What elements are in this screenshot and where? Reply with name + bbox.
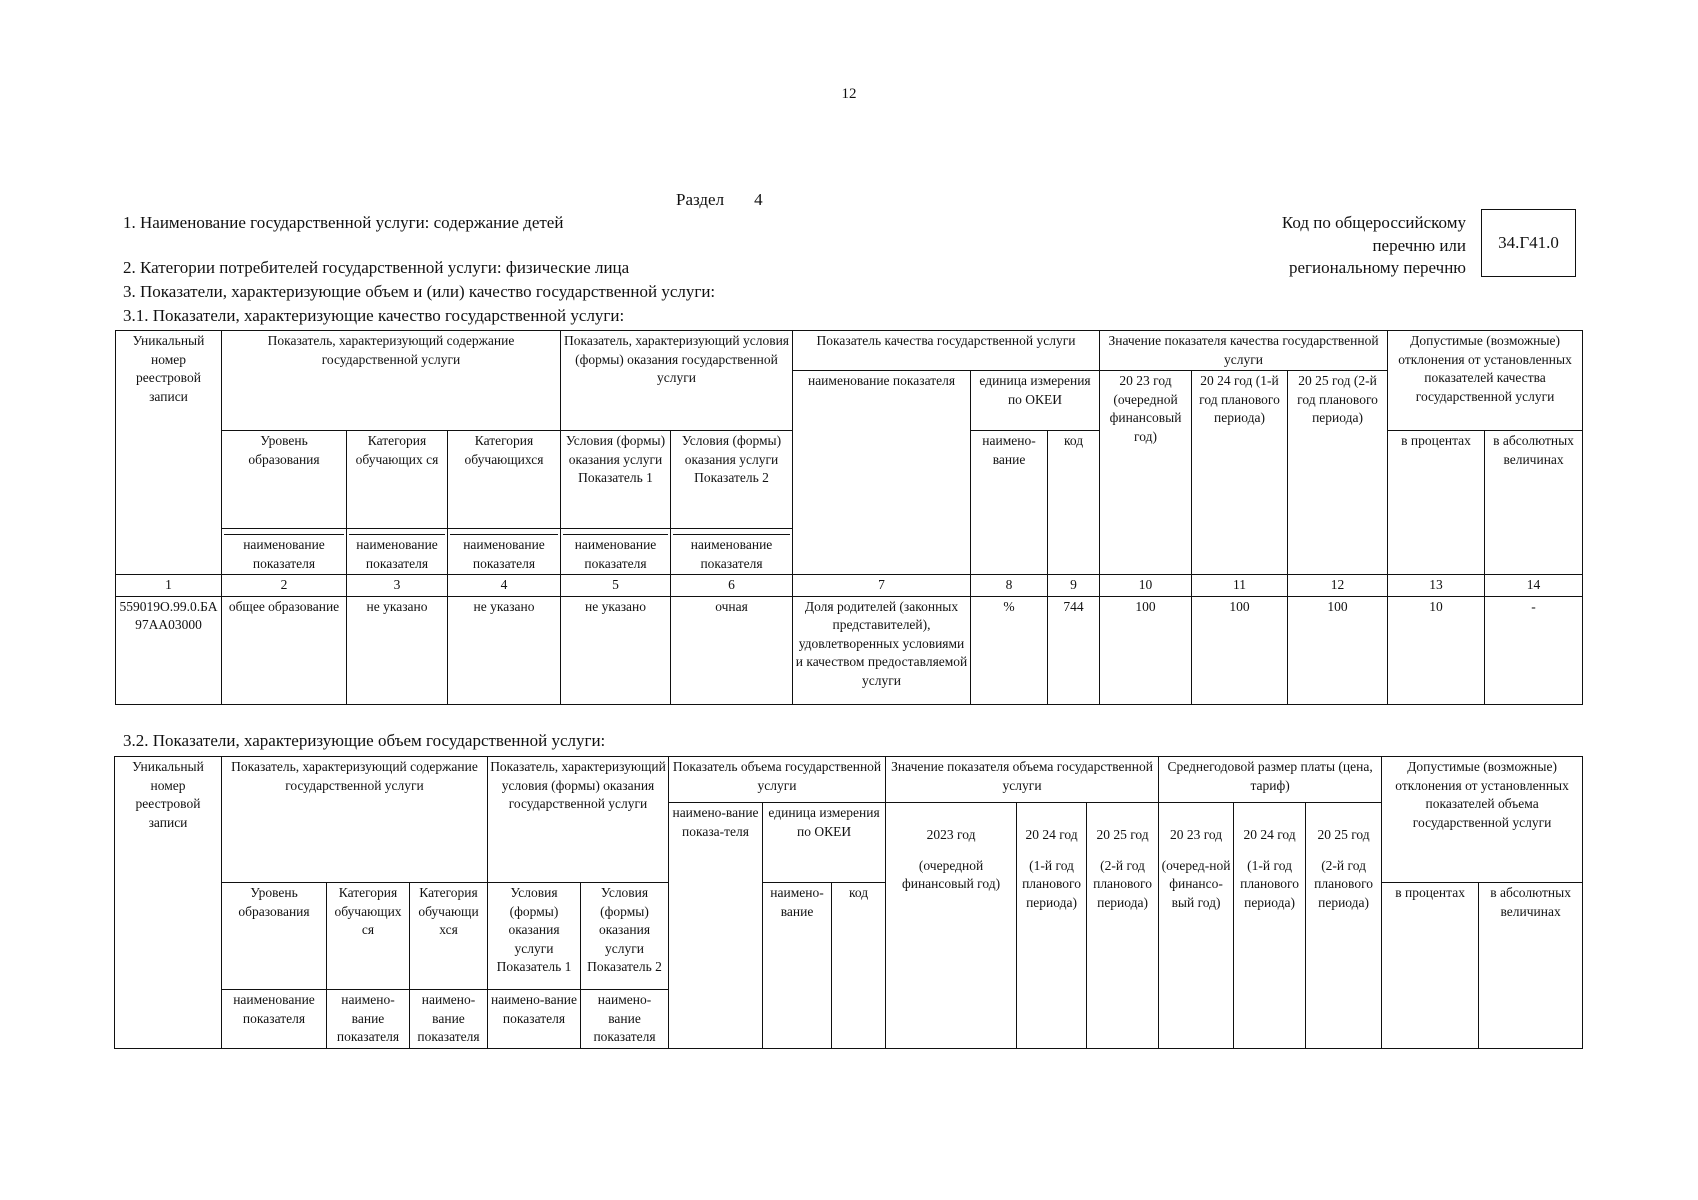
t2-h-conditions: Показатель, характеризующий условия (формы) оказания государственной услуги	[488, 757, 669, 883]
t1-h-cond1: Условия (формы) оказания услуги Показатель 1	[561, 431, 671, 529]
t2-h-y2-top: 20 24 год	[1025, 827, 1078, 842]
t2-h-unit: единица измерения по ОКЕИ	[763, 803, 886, 883]
t1-num-4: 4	[448, 575, 561, 597]
t1-cell-v2: 100	[1192, 596, 1288, 704]
t2-h-p2-top: 20 24 год	[1243, 827, 1296, 842]
t2-h-unit-name: наимено-вание	[763, 883, 832, 1049]
t2-h-y1-top: 2023 год	[926, 827, 976, 842]
indicators-line: 3. Показатели, характеризующие объем и (или) качество государственной услуги:	[123, 282, 716, 301]
t2-h-y3	[1087, 803, 1159, 1049]
t1-h-y2: 20 24 год (1-й год планового периода)	[1192, 371, 1288, 575]
section-number: 4	[754, 190, 763, 209]
t1-h-conditions: Показатель, характеризующий условия (формы) оказания государственной услуги	[561, 331, 793, 431]
t2-h-content: Показатель, характеризующий содержание государственной услуги	[222, 757, 488, 883]
t1-num-7: 7	[793, 575, 971, 597]
t2-h-p2-bottom: (1-й год планового периода)	[1240, 857, 1300, 910]
t1-num-3: 3	[347, 575, 448, 597]
t2-h-n5: наимено-вание показателя	[581, 990, 669, 1049]
t2-h-cond2: Условия (формы) оказания услуги Показатель 2	[581, 883, 669, 990]
quality-table	[115, 330, 1583, 705]
t1-cell-v3: 100	[1288, 596, 1388, 704]
t1-h-naimen-1-text: наименование показателя	[224, 534, 344, 573]
t1-h-naimen-2	[347, 529, 448, 575]
t1-number-row	[116, 575, 1583, 597]
t1-h-quality: Показатель качества государственной услуги	[793, 331, 1100, 371]
t2-h-unique: Уникальный номер реестровой записи	[115, 757, 222, 1049]
t1-h-naimen-4-text: наименование показателя	[563, 534, 668, 573]
t2-h-price: Среднегодовой размер платы (цена, тариф)	[1159, 757, 1382, 803]
t1-h-ind-name: наименование показателя	[793, 371, 971, 575]
t1-num-9: 9	[1048, 575, 1100, 597]
t1-num-14: 14	[1485, 575, 1583, 597]
t1-num-5: 5	[561, 575, 671, 597]
t2-h-ind-name: наимено-вание показа-теля	[669, 803, 763, 1049]
t1-h-naimen-5-text: наименование показателя	[673, 534, 790, 573]
t1-cell-abs: -	[1485, 596, 1583, 704]
t2-h-p3-bottom: (2-й год планового периода)	[1314, 857, 1374, 910]
t1-h-unit-code: код	[1048, 431, 1100, 575]
t1-cell-level: общее образование	[222, 596, 347, 704]
t2-h-y2	[1017, 803, 1087, 1049]
t2-h-p3	[1306, 803, 1382, 1049]
t1-h-y3: 20 25 год (2-й год планового периода)	[1288, 371, 1388, 575]
t1-num-13: 13	[1388, 575, 1485, 597]
t1-num-11: 11	[1192, 575, 1288, 597]
t1-h-unit: единица измерения по ОКЕИ	[971, 371, 1100, 431]
t1-h-abs: в абсолютных величинах	[1485, 431, 1583, 575]
t2-h-p1-bottom: (очеред-ной финансо-вый год)	[1161, 857, 1231, 910]
t1-cell-pct: 10	[1388, 596, 1485, 704]
t2-h-pct: в процентах	[1382, 883, 1479, 1049]
t2-h-n4: наимено-вание показателя	[488, 990, 581, 1049]
t1-num-8: 8	[971, 575, 1048, 597]
t2-h-volume: Показатель объема государственной услуги	[669, 757, 886, 803]
volume-table	[114, 756, 1583, 1049]
t1-cell-code: 744	[1048, 596, 1100, 704]
t2-h-cat1: Категория обучающих ся	[327, 883, 410, 990]
t1-h-naimen-2-text: наименование показателя	[349, 534, 445, 573]
t2-h-unit-code: код	[832, 883, 886, 1049]
t1-cell-id: 559019О.99.0.БА97АА03000	[116, 596, 222, 704]
t1-h-naimen-1	[222, 529, 347, 575]
section-heading	[676, 190, 763, 210]
t2-h-cat2: Категория обучающи хся	[410, 883, 488, 990]
t2-h-n3: наимено-вание показателя	[410, 990, 488, 1049]
t2-h-n1: наименование показателя	[222, 990, 327, 1049]
t2-h-level: Уровень образования	[222, 883, 327, 990]
t1-cell-cond1: не указано	[561, 596, 671, 704]
t2-h-y2-bottom: (1-й год планового периода)	[1022, 857, 1081, 910]
quality-indicators-line: 3.1. Показатели, характеризующие качество государственной услуги:	[123, 306, 625, 325]
t1-num-1: 1	[116, 575, 222, 597]
t2-h-n2: наимено-вание показателя	[327, 990, 410, 1049]
t1-h-naimen-4	[561, 529, 671, 575]
t1-num-6: 6	[671, 575, 793, 597]
t1-cell-unit: %	[971, 596, 1048, 704]
t1-cell-v1: 100	[1100, 596, 1192, 704]
t1-num-12: 12	[1288, 575, 1388, 597]
t1-h-naimen-3	[448, 529, 561, 575]
code-box: 34.Г41.0	[1481, 209, 1576, 277]
t1-h-dev: Допустимые (возможные) отклонения от установленных показателей качества государственной услуги	[1388, 331, 1583, 431]
t1-h-value: Значение показателя качества государственной услуги	[1100, 331, 1388, 371]
t2-h-p1	[1159, 803, 1234, 1049]
service-name-line: 1. Наименование государственной услуги: содержание детей	[123, 213, 564, 232]
t1-h-unit-name: наимено-вание	[971, 431, 1048, 575]
section-label: Раздел	[676, 190, 725, 209]
t2-h-cond1: Условия (формы) оказания услуги Показатель 1	[488, 883, 581, 990]
t1-h-level: Уровень образования	[222, 431, 347, 529]
t2-h-value: Значение показателя объема государственной услуги	[886, 757, 1159, 803]
t1-h-cond2: Условия (формы) оказания услуги Показатель 2	[671, 431, 793, 529]
t2-h-p2	[1234, 803, 1306, 1049]
page-number: 12	[841, 86, 857, 102]
t2-h-p1-top: 20 23 год	[1169, 827, 1223, 842]
t1-h-cat2: Категория обучающихся	[448, 431, 561, 529]
t1-h-cat1: Категория обучающих ся	[347, 431, 448, 529]
code-label-1: Код по общероссийскому	[1281, 213, 1466, 232]
t2-h-y1-bottom: (очередной финансовый год)	[901, 857, 1001, 891]
t1-h-content: Показатель, характеризующий содержание государственной услуги	[222, 331, 561, 431]
volume-indicators-line: 3.2. Показатели, характеризующие объем государственной услуги:	[123, 731, 606, 750]
t2-h-dev: Допустимые (возможные) отклонения от установленных показателей объема государственной услуги	[1382, 757, 1583, 883]
t1-h-naimen-5	[671, 529, 793, 575]
t2-h-abs: в абсолютных величинах	[1479, 883, 1583, 1049]
t1-h-y1: 20 23 год (очередной финансовый год)	[1100, 371, 1192, 575]
code-label	[1226, 212, 1466, 280]
t1-h-unique: Уникальный номер реестровой записи	[116, 331, 222, 575]
t1-data-row	[116, 596, 1583, 704]
consumer-category-line: 2. Категории потребителей государственной услуги: физические лица	[123, 258, 630, 277]
t1-cell-cat1: не указано	[347, 596, 448, 704]
t1-cell-cond2: очная	[671, 596, 793, 704]
t1-h-pct: в процентах	[1388, 431, 1485, 575]
t1-cell-cat2: не указано	[448, 596, 561, 704]
t1-num-10: 10	[1100, 575, 1192, 597]
code-label-2: перечню или	[1372, 235, 1466, 255]
t2-h-y3-top: 20 25 год	[1096, 827, 1149, 842]
t2-h-y1	[886, 803, 1017, 1049]
t1-num-2: 2	[222, 575, 347, 597]
t2-h-p3-top: 20 25 год	[1317, 827, 1370, 842]
t1-h-naimen-3-text: наименование показателя	[450, 534, 558, 573]
t2-h-y3-bottom: (2-й год планового периода)	[1093, 857, 1153, 910]
t1-cell-indicator: Доля родителей (законных представителей), удовлетворенных условиями и качеством предоставляемой услуги	[793, 596, 971, 704]
code-label-3: региональному перечню	[1288, 258, 1466, 277]
